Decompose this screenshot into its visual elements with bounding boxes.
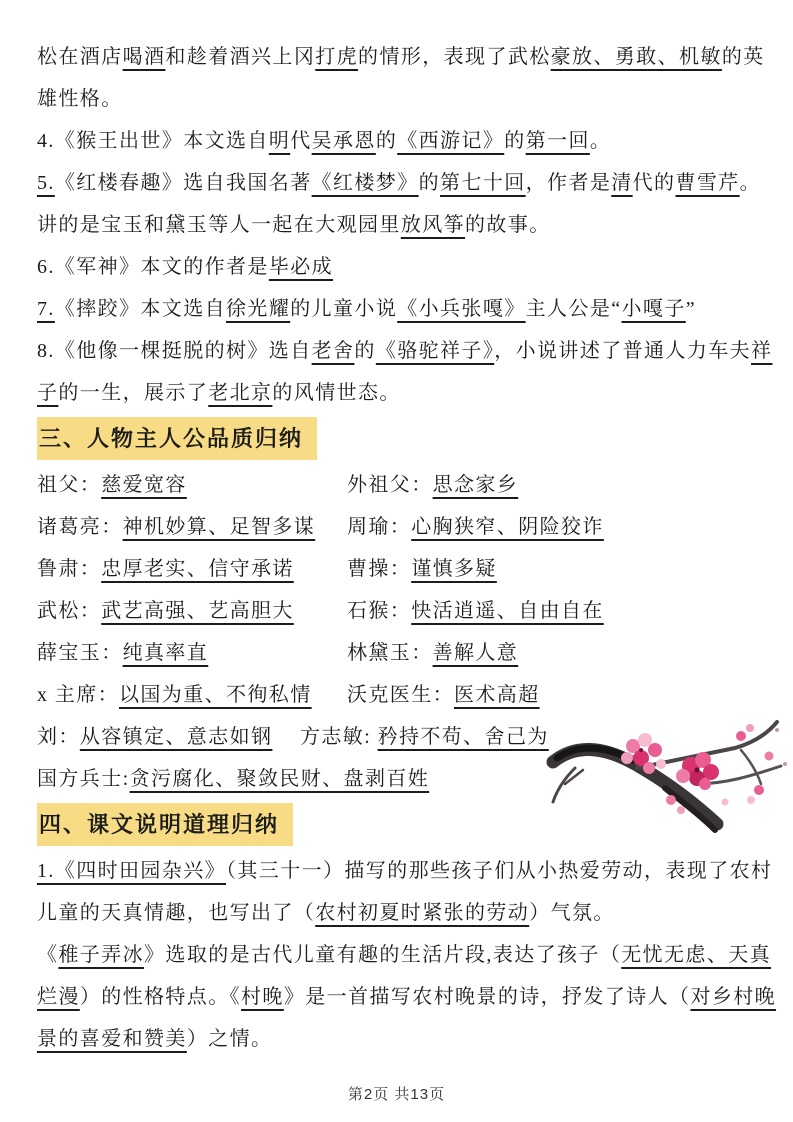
underlined-text: 1.《四时田园杂兴》 [37,860,226,882]
text-segment: 的故事。 [465,214,551,236]
text-segment: 的风情世态。 [272,382,401,404]
trait-left [37,716,300,758]
text-segment: 8.《他像一棵挺脱的树》选自 [37,340,312,362]
underlined-text: 5. [37,172,55,194]
trait-right [347,590,604,632]
underlined-text: 吴承恩 [311,130,376,152]
underlined-text: 第七十回 [440,172,526,194]
text-line [37,204,757,246]
text-segment: 的 [504,130,526,152]
text-segment: 林黛玉： [347,642,433,664]
trait-right [347,632,518,674]
text-segment: 》选取的是古代儿童有趣的生活片段,表达了孩子（ [144,944,622,966]
character-trait-row [37,464,757,506]
underlined-text: 慈爱宽容 [101,474,187,496]
underlined-text: 喝酒 [122,46,166,68]
text-segment: 《摔跤》本文选自 [54,298,227,320]
character-trait-row [37,548,757,590]
underlined-text: 曹雪芹 [675,172,740,194]
section-heading [37,804,757,844]
underlined-text: 谨慎多疑 [411,558,497,580]
text-segment: 的儿童小说 [290,298,398,320]
underlined-text: 医术高超 [454,684,540,706]
underlined-text: 第一回 [525,130,590,152]
text-segment: 的一生，展示了 [58,382,209,404]
underlined-text: 《小兵张嘎》 [397,298,526,320]
underlined-text: 清 [611,172,633,194]
text-segment: 周瑜： [347,516,412,538]
text-segment: 代 [290,130,312,152]
text-segment: 松在酒店 [37,46,123,68]
text-segment: ）的性格特点。《 [79,986,242,1008]
underlined-text: 农村初夏时紧张的劳动 [315,902,530,924]
underlined-text: 稚子弄冰 [58,944,145,966]
text-segment: 的情形，表现了武松 [358,46,551,68]
trait-right [347,548,497,590]
underlined-text: 从容镇定、意志如钢 [79,726,273,748]
text-line [37,78,757,120]
text-segment: ，作者是 [525,172,612,194]
text-segment: 沃克医生： [347,684,454,706]
text-segment: 国方兵士: [37,768,130,790]
text-segment: ，小说讲述了普通人力车夫 [494,340,752,362]
trait-left [37,674,347,716]
trait-left [37,506,347,548]
underlined-text: 思念家乡 [432,474,519,496]
underlined-text: 子 [37,382,59,404]
text-line [37,934,772,976]
underlined-text: 《骆驼祥子》 [375,340,495,362]
underlined-text: 小嘎子 [621,298,686,320]
text-segment: ）之情。 [186,1028,273,1050]
text-line [37,162,762,204]
underlined-text: 烂漫 [37,986,80,1008]
section-heading-highlight: 四、课文说明道理归纳 [37,803,293,846]
underlined-text: 老北京 [208,382,273,404]
trait-right [300,716,549,758]
underlined-text: 明 [268,130,291,152]
text-line [37,372,757,414]
text-segment: 主人公是“ [525,298,622,320]
text-segment: 方志敏: [300,726,378,748]
underlined-text: 矜持不苟、舍己为 [377,726,549,748]
underlined-text: 豪放、勇敢、机敏 [550,46,722,68]
text-segment: 《 [37,944,59,966]
underlined-text: 祥 [751,340,773,362]
text-segment: 武松： [37,600,102,622]
text-segment: 石猴： [347,600,412,622]
underlined-text: 毕必成 [268,256,334,278]
character-trait-row [37,716,757,758]
underlined-text: 老舍 [311,340,355,362]
underlined-text: 以国为重、不徇私情 [119,684,312,706]
page-footer: 第2页 共13页 [347,1086,446,1103]
underlined-text: 村晚 [241,986,284,1008]
trait-right [347,464,518,506]
text-segment: 。 [739,172,762,194]
underlined-text: 快活逍遥、自由自在 [411,600,604,622]
text-line [37,850,773,892]
text-line [37,1018,757,1060]
character-trait-row [37,674,757,716]
text-line [37,758,757,800]
text-segment: 讲的是宝玉和黛玉等人一起在大观园里 [37,214,401,236]
trait-left [37,548,347,590]
underlined-text: 7. [37,298,55,320]
underlined-text: 景的喜爱和赞美 [37,1028,187,1050]
text-line [37,36,765,78]
text-segment: 》是一首描写农村晚景的诗，抒发了诗人（ [283,986,691,1008]
trait-left [37,590,347,632]
text-segment: 的 [354,340,376,362]
text-line [37,120,757,162]
underlined-text: 忠厚老实、信守承诺 [101,558,294,580]
text-segment: 。 [589,130,612,152]
underlined-text: 善解人意 [432,642,519,664]
underlined-text: 《西游记》 [397,130,505,152]
trait-right [347,674,540,716]
text-line [37,246,757,288]
text-segment: （其三十一）描写的那些孩子们从小热爱劳动，表现了农村 [226,860,773,882]
character-trait-row [37,590,757,632]
text-segment: ” [685,298,696,320]
text-segment: 的 [375,130,398,152]
text-segment: 和趁着酒兴上冈 [165,46,316,68]
section-heading-highlight: 三、人物主人公品质归纳 [37,417,317,460]
underlined-text: 贪污腐化、聚敛民财、盘剥百姓 [129,768,430,790]
text-segment: 鲁肃： [37,558,102,580]
text-segment: 儿童的天真情趣，也写出了（ [37,902,316,924]
text-segment: 6.《军神》本文的作者是 [37,256,269,278]
text-segment: 刘： [37,726,80,748]
text-line [37,892,757,934]
text-segment: ）气氛。 [529,902,615,924]
text-segment: 薛宝玉： [37,642,123,664]
text-segment: 外祖父： [347,474,433,496]
underlined-text: 纯真率直 [122,642,209,664]
character-trait-row [37,632,757,674]
underlined-text: 武艺高强、艺高胆大 [101,600,294,622]
section-heading [37,418,757,458]
underlined-text: 《红楼梦》 [311,172,419,194]
text-line [37,288,757,330]
text-segment: 代的 [632,172,676,194]
text-segment: 《红楼春趣》选自我国名著 [54,172,312,194]
underlined-text: 打虎 [315,46,359,68]
text-segment: x 主席： [37,684,119,706]
underlined-text: 无忧无虑、天真 [621,944,772,966]
underlined-text: 心胸狭窄、阴险狡诈 [411,516,604,538]
text-segment: 雄性格。 [37,88,123,110]
text-segment: 的英 [721,46,765,68]
text-segment: 曹操： [347,558,412,580]
character-trait-row [37,506,757,548]
text-segment: 的 [418,172,441,194]
text-segment: 祖父： [37,474,102,496]
trait-left [37,632,347,674]
text-line [37,330,773,372]
trait-right [347,506,604,548]
underlined-text: 放风筝 [400,214,466,236]
text-segment: 4.《猴王出世》本文选自 [37,130,269,152]
underlined-text: 神机妙算、足智多谋 [122,516,316,538]
underlined-text: 对乡村晚 [690,986,777,1008]
underlined-text: 徐光耀 [226,298,291,320]
text-segment: 诸葛亮： [37,516,123,538]
trait-left [37,464,347,506]
text-line [37,976,777,1018]
